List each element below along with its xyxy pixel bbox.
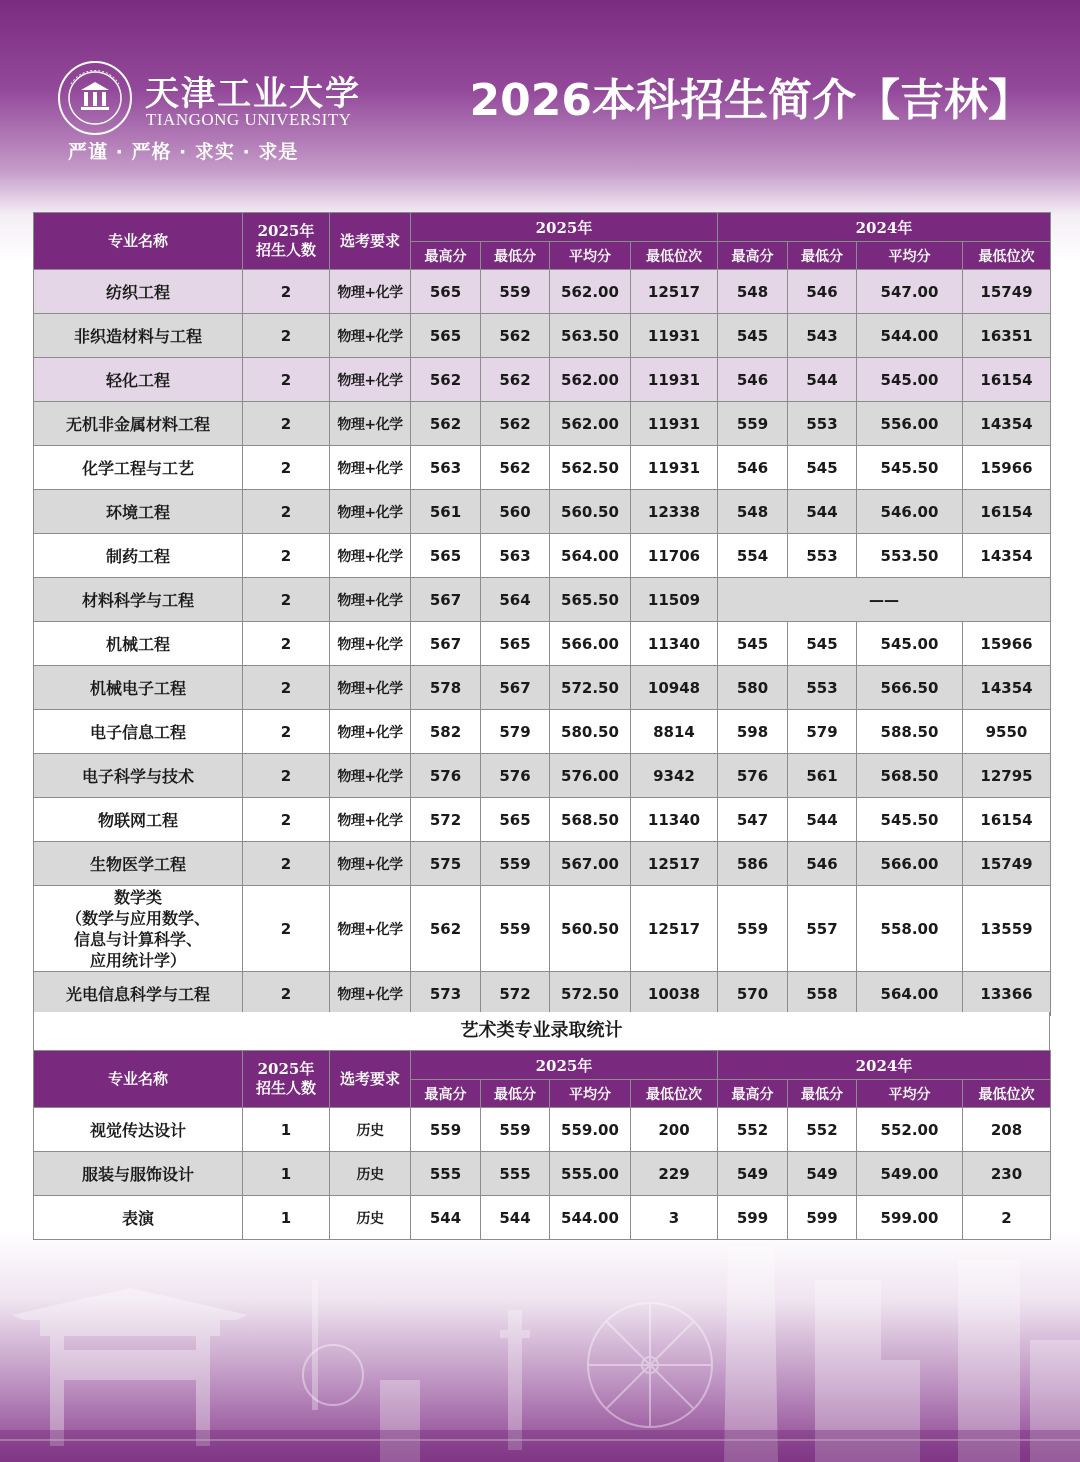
table-row <box>34 754 1051 798</box>
min-score-2024-cell: 546 <box>788 270 857 314</box>
requirement-cell: 历史 <box>330 1108 411 1152</box>
header-quota <box>243 213 330 270</box>
table-row <box>34 578 1051 622</box>
min-rank-2024-cell: 14354 <box>963 402 1051 446</box>
min-rank-2025-cell: 9342 <box>631 754 718 798</box>
avg-score-2025-cell: 563.50 <box>550 314 631 358</box>
table-row <box>34 534 1051 578</box>
major-name-line: 信息与计算科学、 <box>73 929 202 949</box>
table-row <box>34 1196 1051 1240</box>
header-quota-line1: 2025年 <box>257 222 315 240</box>
quota-cell: 2 <box>243 972 330 1016</box>
avg-score-2024-cell: 549.00 <box>857 1152 963 1196</box>
header-rank-2024: 最低位次 <box>963 242 1051 270</box>
header-quota <box>243 1051 330 1108</box>
min-score-2025-cell: 562 <box>481 314 550 358</box>
major-name-cell: 纺织工程 <box>34 270 243 314</box>
avg-score-2024-cell: 545.50 <box>857 446 963 490</box>
header-requirement: 选考要求 <box>330 213 411 270</box>
min-rank-2024-cell: 16154 <box>963 358 1051 402</box>
quota-cell: 2 <box>243 314 330 358</box>
quota-cell: 1 <box>243 1196 330 1240</box>
art-section-title: 艺术类专业录取统计 <box>33 1012 1050 1050</box>
header-requirement: 选考要求 <box>330 1051 411 1108</box>
table-row <box>34 622 1051 666</box>
header-year-2024: 2024年 <box>718 1051 1051 1080</box>
max-score-2024-cell: 548 <box>718 270 788 314</box>
min-score-2025-cell: 562 <box>481 446 550 490</box>
min-score-2024-cell: 553 <box>788 402 857 446</box>
table-row <box>34 402 1051 446</box>
avg-score-2025-cell: 580.50 <box>550 710 631 754</box>
max-score-2024-cell: 552 <box>718 1108 788 1152</box>
max-score-2025-cell: 567 <box>411 622 481 666</box>
table-row <box>34 270 1051 314</box>
major-name-cell: 机械电子工程 <box>34 666 243 710</box>
requirement-cell: 物理+化学 <box>330 578 411 622</box>
avg-score-2025-cell: 566.00 <box>550 622 631 666</box>
header-min-2024: 最低分 <box>788 1080 857 1108</box>
max-score-2025-cell: 562 <box>411 358 481 402</box>
min-score-2025-cell: 562 <box>481 402 550 446</box>
avg-score-2025-cell: 562.50 <box>550 446 631 490</box>
avg-score-2024-cell: 552.00 <box>857 1108 963 1152</box>
max-score-2024-cell: 559 <box>718 886 788 972</box>
min-rank-2024-cell: 14354 <box>963 534 1051 578</box>
major-name-cell: 电子科学与技术 <box>34 754 243 798</box>
avg-score-2025-cell: 544.00 <box>550 1196 631 1240</box>
max-score-2024-cell: 599 <box>718 1196 788 1240</box>
avg-score-2024-cell: 568.50 <box>857 754 963 798</box>
major-name-cell: 物联网工程 <box>34 798 243 842</box>
requirement-cell: 物理+化学 <box>330 314 411 358</box>
table-row <box>34 972 1051 1016</box>
requirement-cell: 物理+化学 <box>330 972 411 1016</box>
min-rank-2024-cell: 13559 <box>963 886 1051 972</box>
quota-cell: 2 <box>243 754 330 798</box>
quota-cell: 2 <box>243 578 330 622</box>
max-score-2025-cell: 575 <box>411 842 481 886</box>
table-row <box>34 446 1051 490</box>
min-rank-2024-cell: 16351 <box>963 314 1051 358</box>
max-score-2024-cell: 586 <box>718 842 788 886</box>
header-quota-line2: 招生人数 <box>255 1079 316 1097</box>
major-name-line: （数学与应用数学、 <box>65 908 210 928</box>
avg-score-2024-cell: 599.00 <box>857 1196 963 1240</box>
max-score-2025-cell: 578 <box>411 666 481 710</box>
requirement-cell: 物理+化学 <box>330 402 411 446</box>
page-title: 2026本科招生简介【吉林】 <box>469 75 1032 126</box>
header-avg-2024: 平均分 <box>857 1080 963 1108</box>
min-rank-2024-cell: 15966 <box>963 622 1051 666</box>
min-rank-2025-cell: 10038 <box>631 972 718 1016</box>
avg-score-2024-cell: 546.00 <box>857 490 963 534</box>
min-rank-2025-cell: 8814 <box>631 710 718 754</box>
min-rank-2024-cell: 15749 <box>963 270 1051 314</box>
min-score-2025-cell: 567 <box>481 666 550 710</box>
quota-cell: 1 <box>243 1108 330 1152</box>
major-name-cell: 光电信息科学与工程 <box>34 972 243 1016</box>
major-name-line: 数学类 <box>113 887 162 907</box>
header-min-2024: 最低分 <box>788 242 857 270</box>
avg-score-2025-cell: 568.50 <box>550 798 631 842</box>
header-rank-2025: 最低位次 <box>631 242 718 270</box>
min-score-2024-cell: 599 <box>788 1196 857 1240</box>
major-name-cell: 制药工程 <box>34 534 243 578</box>
min-rank-2024-cell: 9550 <box>963 710 1051 754</box>
major-name-cell: 电子信息工程 <box>34 710 243 754</box>
quota-cell: 2 <box>243 358 330 402</box>
max-score-2025-cell: 561 <box>411 490 481 534</box>
max-score-2024-cell: 576 <box>718 754 788 798</box>
major-name-cell: 服装与服饰设计 <box>34 1152 243 1196</box>
header-max-2024: 最高分 <box>718 1080 788 1108</box>
requirement-cell: 物理+化学 <box>330 710 411 754</box>
min-score-2024-cell: 549 <box>788 1152 857 1196</box>
min-score-2024-cell: 545 <box>788 446 857 490</box>
min-score-2025-cell: 544 <box>481 1196 550 1240</box>
min-score-2024-cell: 545 <box>788 622 857 666</box>
min-score-2025-cell: 563 <box>481 534 550 578</box>
min-score-2024-cell: 552 <box>788 1108 857 1152</box>
max-score-2024-cell: 549 <box>718 1152 788 1196</box>
min-score-2024-cell: 546 <box>788 842 857 886</box>
min-score-2025-cell: 559 <box>481 886 550 972</box>
requirement-cell: 物理+化学 <box>330 534 411 578</box>
quota-cell: 2 <box>243 666 330 710</box>
requirement-cell: 物理+化学 <box>330 842 411 886</box>
avg-score-2025-cell: 559.00 <box>550 1108 631 1152</box>
min-score-2025-cell: 579 <box>481 710 550 754</box>
min-rank-2024-cell: 16154 <box>963 798 1051 842</box>
min-rank-2025-cell: 229 <box>631 1152 718 1196</box>
major-name-cell: 生物医学工程 <box>34 842 243 886</box>
header-major: 专业名称 <box>34 1051 243 1108</box>
max-score-2024-cell: 545 <box>718 314 788 358</box>
min-rank-2025-cell: 10948 <box>631 666 718 710</box>
requirement-cell: 物理+化学 <box>330 622 411 666</box>
max-score-2025-cell: 562 <box>411 886 481 972</box>
quota-cell: 2 <box>243 622 330 666</box>
max-score-2025-cell: 565 <box>411 314 481 358</box>
min-score-2024-cell: 544 <box>788 798 857 842</box>
major-name-cell: 轻化工程 <box>34 358 243 402</box>
requirement-cell: 物理+化学 <box>330 666 411 710</box>
min-score-2024-cell: 557 <box>788 886 857 972</box>
major-name-cell: 表演 <box>34 1196 243 1240</box>
max-score-2025-cell: 572 <box>411 798 481 842</box>
table-row <box>34 886 1051 972</box>
max-score-2024-cell: 559 <box>718 402 788 446</box>
max-score-2024-cell: 547 <box>718 798 788 842</box>
max-score-2024-cell: 545 <box>718 622 788 666</box>
major-name-cell: 化学工程与工艺 <box>34 446 243 490</box>
major-name-cell: 材料科学与工程 <box>34 578 243 622</box>
header-max-2025: 最高分 <box>411 1080 481 1108</box>
max-score-2025-cell: 573 <box>411 972 481 1016</box>
major-name-cell: 非织造材料与工程 <box>34 314 243 358</box>
major-name-cell: 环境工程 <box>34 490 243 534</box>
max-score-2025-cell: 565 <box>411 270 481 314</box>
min-score-2025-cell: 565 <box>481 622 550 666</box>
requirement-cell: 物理+化学 <box>330 358 411 402</box>
table-row <box>34 710 1051 754</box>
min-rank-2025-cell: 11931 <box>631 314 718 358</box>
city-skyline-illustration <box>0 1240 1080 1462</box>
min-rank-2025-cell: 11931 <box>631 446 718 490</box>
min-score-2025-cell: 576 <box>481 754 550 798</box>
min-score-2024-cell: 553 <box>788 534 857 578</box>
min-score-2024-cell: 561 <box>788 754 857 798</box>
max-score-2024-cell: 548 <box>718 490 788 534</box>
avg-score-2025-cell: 576.00 <box>550 754 631 798</box>
min-rank-2024-cell: 230 <box>963 1152 1051 1196</box>
min-score-2025-cell: 555 <box>481 1152 550 1196</box>
min-score-2025-cell: 562 <box>481 358 550 402</box>
major-name-line: 应用统计学） <box>89 950 186 970</box>
max-score-2025-cell: 582 <box>411 710 481 754</box>
header-min-2025: 最低分 <box>481 242 550 270</box>
min-rank-2025-cell: 11509 <box>631 578 718 622</box>
max-score-2025-cell: 563 <box>411 446 481 490</box>
min-score-2025-cell: 559 <box>481 842 550 886</box>
requirement-cell: 历史 <box>330 1152 411 1196</box>
header-avg-2025: 平均分 <box>550 1080 631 1108</box>
avg-score-2025-cell: 555.00 <box>550 1152 631 1196</box>
min-rank-2025-cell: 12517 <box>631 270 718 314</box>
quota-cell: 2 <box>243 490 330 534</box>
min-score-2024-cell: 543 <box>788 314 857 358</box>
min-score-2025-cell: 559 <box>481 270 550 314</box>
max-score-2025-cell: 555 <box>411 1152 481 1196</box>
quota-cell: 1 <box>243 1152 330 1196</box>
major-name-cell <box>34 886 243 972</box>
min-rank-2024-cell: 12795 <box>963 754 1051 798</box>
max-score-2025-cell: 576 <box>411 754 481 798</box>
max-score-2025-cell: 544 <box>411 1196 481 1240</box>
min-rank-2024-cell: 16154 <box>963 490 1051 534</box>
requirement-cell: 物理+化学 <box>330 798 411 842</box>
max-score-2025-cell: 559 <box>411 1108 481 1152</box>
table-row <box>34 1108 1051 1152</box>
header-year-2025: 2025年 <box>411 1051 718 1080</box>
university-seal-logo <box>57 60 133 136</box>
header-year-2024: 2024年 <box>718 213 1051 242</box>
requirement-cell: 物理+化学 <box>330 886 411 972</box>
table-row <box>34 666 1051 710</box>
quota-cell: 2 <box>243 886 330 972</box>
min-rank-2025-cell: 11340 <box>631 622 718 666</box>
major-name-cell: 机械工程 <box>34 622 243 666</box>
min-rank-2024-cell: 13366 <box>963 972 1051 1016</box>
min-rank-2024-cell: 2 <box>963 1196 1051 1240</box>
table-row <box>34 798 1051 842</box>
major-name-cell: 无机非金属材料工程 <box>34 402 243 446</box>
min-rank-2025-cell: 12517 <box>631 842 718 886</box>
min-score-2025-cell: 565 <box>481 798 550 842</box>
avg-score-2025-cell: 562.00 <box>550 358 631 402</box>
min-score-2025-cell: 564 <box>481 578 550 622</box>
quota-cell: 2 <box>243 402 330 446</box>
min-rank-2024-cell: 15749 <box>963 842 1051 886</box>
quota-cell: 2 <box>243 446 330 490</box>
major-name-cell: 视觉传达设计 <box>34 1108 243 1152</box>
table-row <box>34 490 1051 534</box>
quota-cell: 2 <box>243 270 330 314</box>
avg-score-2024-cell: 588.50 <box>857 710 963 754</box>
table-row <box>34 842 1051 886</box>
max-score-2025-cell: 562 <box>411 402 481 446</box>
min-score-2024-cell: 544 <box>788 490 857 534</box>
min-rank-2024-cell: 208 <box>963 1108 1051 1152</box>
university-name-en: TIANGONG UNIVERSITY <box>146 110 352 129</box>
avg-score-2024-cell: 564.00 <box>857 972 963 1016</box>
table-row <box>34 358 1051 402</box>
max-score-2024-cell: 580 <box>718 666 788 710</box>
avg-score-2025-cell: 560.50 <box>550 886 631 972</box>
min-rank-2025-cell: 11931 <box>631 402 718 446</box>
avg-score-2025-cell: 567.00 <box>550 842 631 886</box>
avg-score-2025-cell: 564.00 <box>550 534 631 578</box>
avg-score-2025-cell: 572.50 <box>550 666 631 710</box>
art-admission-table <box>33 1050 1051 1240</box>
max-score-2024-cell: 546 <box>718 446 788 490</box>
header-quota-line2: 招生人数 <box>255 241 316 259</box>
max-score-2024-cell: 570 <box>718 972 788 1016</box>
max-score-2024-cell: 554 <box>718 534 788 578</box>
requirement-cell: 物理+化学 <box>330 754 411 798</box>
quota-cell: 2 <box>243 534 330 578</box>
header-avg-2024: 平均分 <box>857 242 963 270</box>
avg-score-2024-cell: 558.00 <box>857 886 963 972</box>
min-rank-2025-cell: 11706 <box>631 534 718 578</box>
header-quota-line1: 2025年 <box>257 1060 315 1078</box>
header-avg-2025: 平均分 <box>550 242 631 270</box>
quota-cell: 2 <box>243 710 330 754</box>
table-row <box>34 314 1051 358</box>
table-row <box>34 1152 1051 1196</box>
min-rank-2025-cell: 200 <box>631 1108 718 1152</box>
avg-score-2024-cell: 544.00 <box>857 314 963 358</box>
min-rank-2025-cell: 12338 <box>631 490 718 534</box>
avg-score-2024-cell: 545.00 <box>857 358 963 402</box>
min-rank-2024-cell: 14354 <box>963 666 1051 710</box>
max-score-2025-cell: 567 <box>411 578 481 622</box>
header-rank-2025: 最低位次 <box>631 1080 718 1108</box>
header-min-2025: 最低分 <box>481 1080 550 1108</box>
avg-score-2024-cell: 556.00 <box>857 402 963 446</box>
min-score-2025-cell: 572 <box>481 972 550 1016</box>
quota-cell: 2 <box>243 798 330 842</box>
avg-score-2024-cell: 553.50 <box>857 534 963 578</box>
university-name-cn: 天津工业大学 <box>145 74 361 114</box>
avg-score-2024-cell: 545.00 <box>857 622 963 666</box>
min-score-2025-cell: 559 <box>481 1108 550 1152</box>
page-header <box>0 0 1080 210</box>
avg-score-2024-cell: 566.00 <box>857 842 963 886</box>
min-score-2024-cell: 544 <box>788 358 857 402</box>
header-max-2025: 最高分 <box>411 242 481 270</box>
avg-score-2025-cell: 562.00 <box>550 402 631 446</box>
min-score-2024-cell: 558 <box>788 972 857 1016</box>
header-major: 专业名称 <box>34 213 243 270</box>
university-motto: 严谨 · 严格 · 求实 · 求是 <box>68 141 299 163</box>
no-data-2024-cell: —— <box>718 578 1051 622</box>
min-score-2025-cell: 560 <box>481 490 550 534</box>
avg-score-2025-cell: 572.50 <box>550 972 631 1016</box>
header-year-2025: 2025年 <box>411 213 718 242</box>
max-score-2024-cell: 598 <box>718 710 788 754</box>
avg-score-2025-cell: 562.00 <box>550 270 631 314</box>
science-admission-table <box>33 212 1051 1016</box>
max-score-2024-cell: 546 <box>718 358 788 402</box>
min-score-2024-cell: 553 <box>788 666 857 710</box>
requirement-cell: 物理+化学 <box>330 490 411 534</box>
header-rank-2024: 最低位次 <box>963 1080 1051 1108</box>
requirement-cell: 物理+化学 <box>330 270 411 314</box>
requirement-cell: 物理+化学 <box>330 446 411 490</box>
min-rank-2025-cell: 12517 <box>631 886 718 972</box>
quota-cell: 2 <box>243 842 330 886</box>
min-score-2024-cell: 579 <box>788 710 857 754</box>
avg-score-2024-cell: 566.50 <box>857 666 963 710</box>
avg-score-2024-cell: 545.50 <box>857 798 963 842</box>
avg-score-2025-cell: 560.50 <box>550 490 631 534</box>
requirement-cell: 历史 <box>330 1196 411 1240</box>
min-rank-2024-cell: 15966 <box>963 446 1051 490</box>
avg-score-2024-cell: 547.00 <box>857 270 963 314</box>
avg-score-2025-cell: 565.50 <box>550 578 631 622</box>
min-rank-2025-cell: 3 <box>631 1196 718 1240</box>
min-rank-2025-cell: 11931 <box>631 358 718 402</box>
min-rank-2025-cell: 11340 <box>631 798 718 842</box>
header-max-2024: 最高分 <box>718 242 788 270</box>
max-score-2025-cell: 565 <box>411 534 481 578</box>
